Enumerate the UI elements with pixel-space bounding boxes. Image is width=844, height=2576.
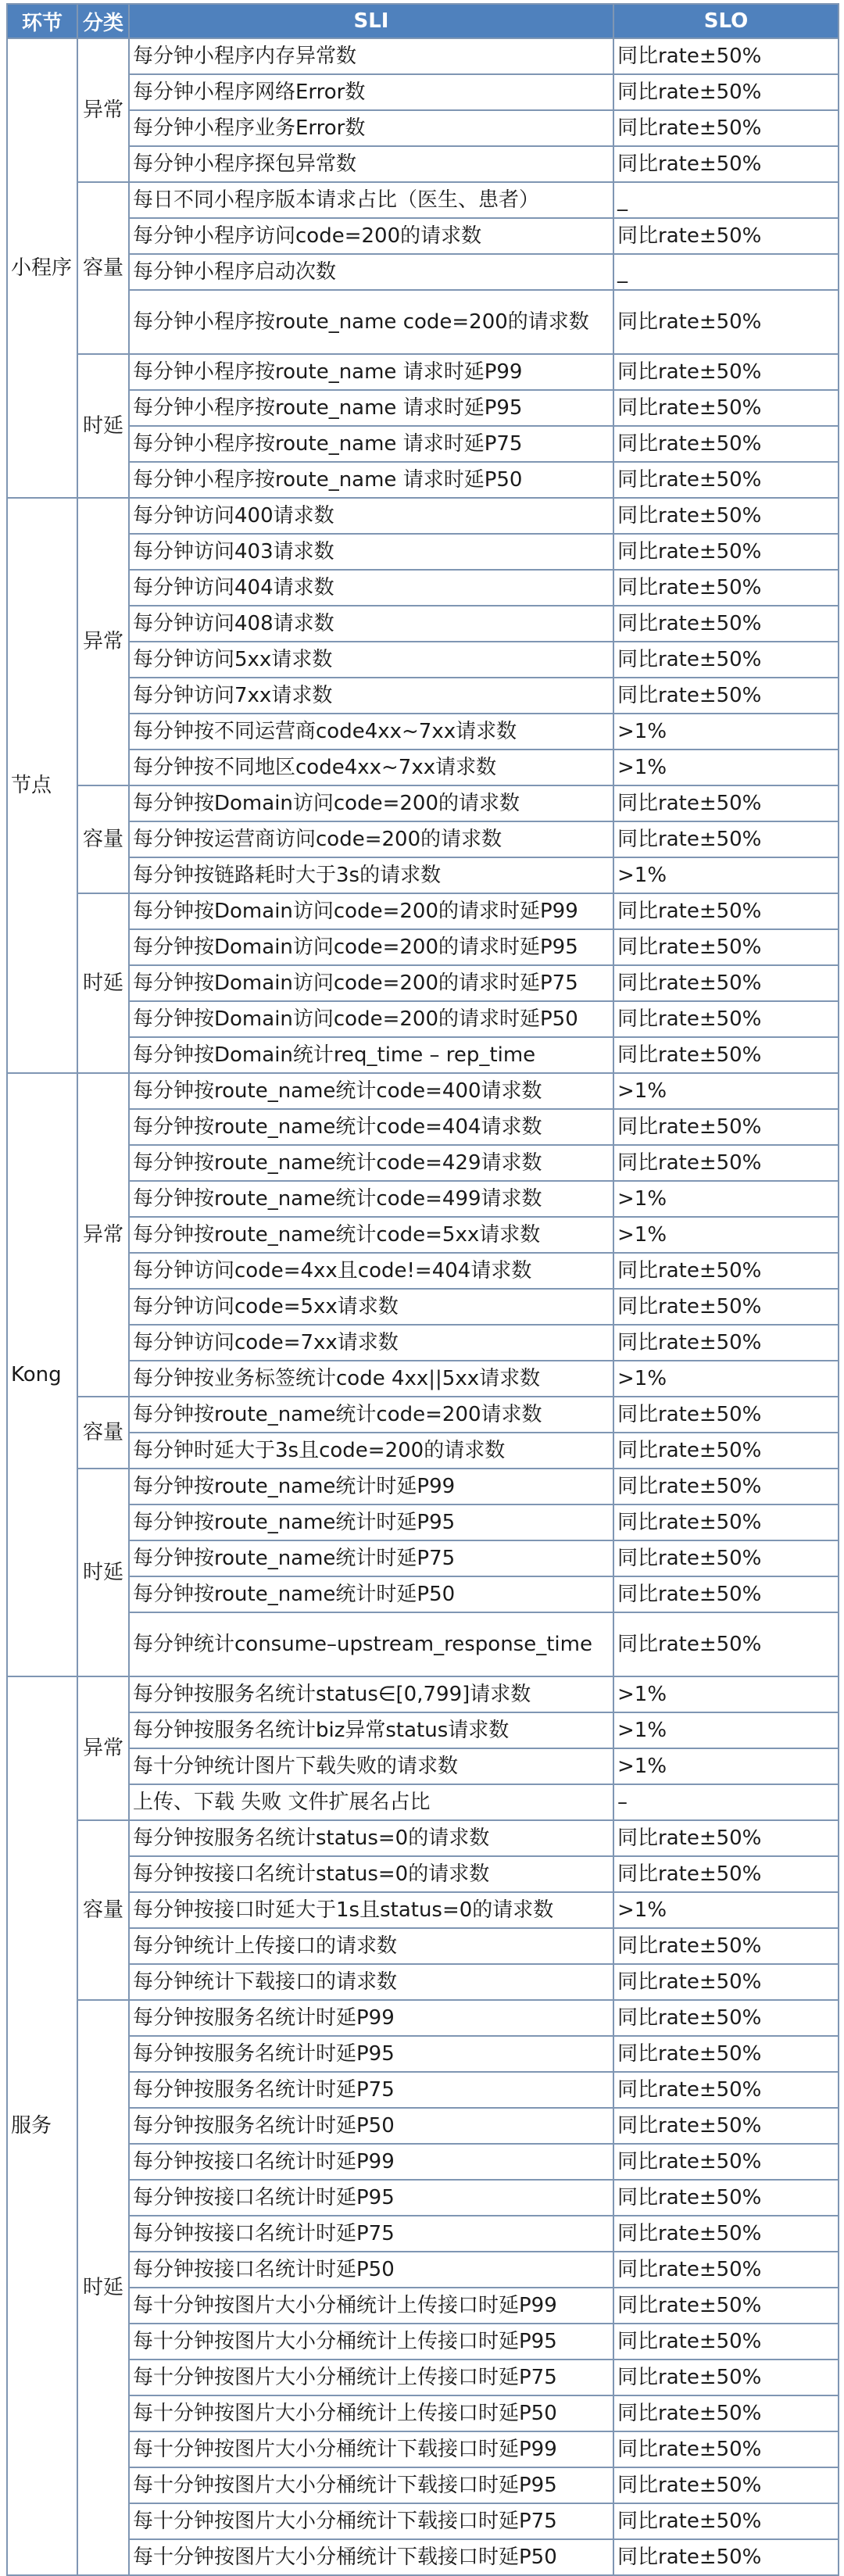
slo-cell: >1%: [613, 1073, 839, 1109]
table-row: [7, 2288, 839, 2324]
category-cell: 时延: [77, 893, 129, 1073]
table-row: [7, 2252, 839, 2288]
sli-cell: 每分钟按服务名统计时延P95: [129, 2036, 613, 2072]
table-row: [7, 390, 839, 426]
slo-cell: >1%: [613, 750, 839, 785]
table-row: [7, 785, 839, 821]
slo-cell: _: [613, 254, 839, 290]
slo-cell: 同比rate±50%: [613, 146, 839, 182]
table-row: [7, 1540, 839, 1576]
table-row: [7, 1037, 839, 1073]
table-row: [7, 1289, 839, 1325]
table-row: [7, 1712, 839, 1748]
slo-cell: 同比rate±50%: [613, 426, 839, 462]
table-row: [7, 1217, 839, 1253]
table-row: [7, 2360, 839, 2395]
sli-cell: 每分钟按链路耗时大于3s的请求数: [129, 857, 613, 893]
table-body: [7, 38, 839, 2575]
sli-cell: 每分钟小程序内存异常数: [129, 38, 613, 74]
table-row: [7, 2216, 839, 2252]
header-row: [7, 4, 839, 38]
sli-cell: 每分钟统计上传接口的请求数: [129, 1928, 613, 1964]
table-row: [7, 146, 839, 182]
slo-cell: 同比rate±50%: [613, 2467, 839, 2503]
sli-cell: 每分钟按route_name统计时延P99: [129, 1469, 613, 1504]
table-row: [7, 678, 839, 714]
sli-cell: 每分钟小程序按route_name 请求时延P75: [129, 426, 613, 462]
slo-cell: 同比rate±50%: [613, 1964, 839, 2000]
table-row: [7, 218, 839, 254]
sli-cell: 每分钟按运营商访问code=200的请求数: [129, 821, 613, 857]
slo-cell: _: [613, 182, 839, 218]
slo-cell: 同比rate±50%: [613, 1469, 839, 1504]
sli-cell: 每分钟按接口名统计时延P50: [129, 2252, 613, 2288]
sli-cell: 每分钟小程序访问code=200的请求数: [129, 218, 613, 254]
slo-cell: 同比rate±50%: [613, 1612, 839, 1676]
slo-cell: 同比rate±50%: [613, 1433, 839, 1469]
table-row: [7, 929, 839, 965]
slo-cell: 同比rate±50%: [613, 1001, 839, 1037]
slo-cell: 同比rate±50%: [613, 1325, 839, 1361]
table-row: [7, 606, 839, 642]
slo-cell: 同比rate±50%: [613, 821, 839, 857]
slo-cell: 同比rate±50%: [613, 110, 839, 146]
table-row: [7, 714, 839, 750]
slo-cell: 同比rate±50%: [613, 38, 839, 74]
sli-cell: 每分钟按业务标签统计code 4xx||5xx请求数: [129, 1361, 613, 1397]
slo-cell: 同比rate±50%: [613, 74, 839, 110]
slo-cell: 同比rate±50%: [613, 2324, 839, 2360]
sli-cell: 每十分钟统计图片下载失败的请求数: [129, 1748, 613, 1784]
table-row: [7, 1856, 839, 1892]
slo-cell: 同比rate±50%: [613, 498, 839, 534]
sli-cell: 每日不同小程序版本请求占比（医生、患者）: [129, 182, 613, 218]
slo-cell: 同比rate±50%: [613, 1109, 839, 1145]
slo-cell: 同比rate±50%: [613, 642, 839, 678]
table-row: [7, 1253, 839, 1289]
sli-cell: 每分钟按服务名统计biz异常status请求数: [129, 1712, 613, 1748]
sli-cell: 每十分钟按图片大小分桶统计下载接口时延P95: [129, 2467, 613, 2503]
slo-cell: 同比rate±50%: [613, 1145, 839, 1181]
sli-cell: 每分钟按Domain统计req_time – rep_time: [129, 1037, 613, 1073]
table-row: [7, 1576, 839, 1612]
table-row: [7, 1181, 839, 1217]
table-row: [7, 74, 839, 110]
sli-cell: 每分钟按服务名统计时延P75: [129, 2072, 613, 2108]
category-cell: 异常: [77, 1073, 129, 1397]
sli-cell: 每分钟访问404请求数: [129, 570, 613, 606]
stage-cell: 服务: [7, 1676, 77, 2575]
slo-cell: 同比rate±50%: [613, 678, 839, 714]
table-row: [7, 642, 839, 678]
stage-cell: 小程序: [7, 38, 77, 498]
table-row: [7, 1928, 839, 1964]
category-cell: 容量: [77, 785, 129, 893]
sli-cell: 每分钟按服务名统计时延P99: [129, 2000, 613, 2036]
slo-cell: 同比rate±50%: [613, 2431, 839, 2467]
table-row: [7, 821, 839, 857]
table-row: [7, 462, 839, 498]
table-row: [7, 2467, 839, 2503]
sli-cell: 每分钟小程序网络Error数: [129, 74, 613, 110]
table-row: [7, 1073, 839, 1109]
table-row: [7, 1820, 839, 1856]
sli-cell: 每分钟按route_name统计code=5xx请求数: [129, 1217, 613, 1253]
sli-cell: 每分钟按服务名统计时延P50: [129, 2108, 613, 2144]
sli-cell: 每分钟按不同运营商code4xx~7xx请求数: [129, 714, 613, 750]
table-row: [7, 110, 839, 146]
sli-cell: 每分钟按接口名统计时延P99: [129, 2144, 613, 2180]
sli-cell: 每分钟按不同地区code4xx~7xx请求数: [129, 750, 613, 785]
sli-cell: 每分钟小程序按route_name 请求时延P95: [129, 390, 613, 426]
slo-cell: 同比rate±50%: [613, 570, 839, 606]
table-row: [7, 2431, 839, 2467]
slo-cell: 同比rate±50%: [613, 1253, 839, 1289]
table-row: [7, 750, 839, 785]
sli-cell: 每分钟小程序业务Error数: [129, 110, 613, 146]
slo-cell: 同比rate±50%: [613, 2288, 839, 2324]
sli-cell: 每十分钟按图片大小分桶统计上传接口时延P95: [129, 2324, 613, 2360]
slo-cell: –: [613, 1784, 839, 1820]
sli-cell: 每十分钟按图片大小分桶统计下载接口时延P50: [129, 2539, 613, 2575]
sli-cell: 每分钟访问5xx请求数: [129, 642, 613, 678]
slo-cell: 同比rate±50%: [613, 2180, 839, 2216]
sli-cell: 每十分钟按图片大小分桶统计上传接口时延P99: [129, 2288, 613, 2324]
category-cell: 时延: [77, 354, 129, 498]
table-row: [7, 426, 839, 462]
table-row: [7, 2144, 839, 2180]
table-row: [7, 534, 839, 570]
slo-cell: >1%: [613, 1217, 839, 1253]
sli-cell: 每分钟访问code=4xx且code!=404请求数: [129, 1253, 613, 1289]
sli-cell: 每分钟访问code=7xx请求数: [129, 1325, 613, 1361]
sli-cell: 每分钟访问400请求数: [129, 498, 613, 534]
table-row: [7, 182, 839, 218]
sli-cell: 每分钟访问408请求数: [129, 606, 613, 642]
slo-cell: 同比rate±50%: [613, 1289, 839, 1325]
sli-cell: 每十分钟按图片大小分桶统计下载接口时延P99: [129, 2431, 613, 2467]
table-row: [7, 1612, 839, 1676]
sli-cell: 每分钟统计下载接口的请求数: [129, 1964, 613, 2000]
table-row: [7, 1748, 839, 1784]
sli-cell: 每分钟按服务名统计status∈[0,799]请求数: [129, 1676, 613, 1712]
sli-cell: 每分钟按接口名统计时延P75: [129, 2216, 613, 2252]
category-cell: 时延: [77, 2000, 129, 2575]
table-row: [7, 1469, 839, 1504]
table-row: [7, 2072, 839, 2108]
sli-cell: 每分钟访问code=5xx请求数: [129, 1289, 613, 1325]
stage-cell: 节点: [7, 498, 77, 1073]
table-row: [7, 965, 839, 1001]
sli-cell: 每分钟访问7xx请求数: [129, 678, 613, 714]
table-row: [7, 2000, 839, 2036]
category-cell: 容量: [77, 1820, 129, 2000]
table-row: [7, 1504, 839, 1540]
table-row: [7, 290, 839, 354]
table-row: [7, 2503, 839, 2539]
slo-cell: >1%: [613, 1748, 839, 1784]
table-row: [7, 1001, 839, 1037]
slo-cell: 同比rate±50%: [613, 2252, 839, 2288]
table-row: [7, 498, 839, 534]
table-row: [7, 2539, 839, 2575]
slo-cell: 同比rate±50%: [613, 2072, 839, 2108]
category-cell: 容量: [77, 1397, 129, 1469]
slo-cell: 同比rate±50%: [613, 606, 839, 642]
slo-cell: 同比rate±50%: [613, 1504, 839, 1540]
slo-cell: >1%: [613, 1361, 839, 1397]
slo-cell: >1%: [613, 714, 839, 750]
sli-cell: 每分钟按服务名统计status=0的请求数: [129, 1820, 613, 1856]
slo-cell: 同比rate±50%: [613, 462, 839, 498]
sli-cell: 每分钟按route_name统计时延P50: [129, 1576, 613, 1612]
sli-cell: 每分钟按接口时延大于1s且status=0的请求数: [129, 1892, 613, 1928]
slo-cell: >1%: [613, 1676, 839, 1712]
slo-cell: 同比rate±50%: [613, 290, 839, 354]
slo-cell: 同比rate±50%: [613, 1856, 839, 1892]
table-row: [7, 1964, 839, 2000]
category-cell: 异常: [77, 498, 129, 785]
table-row: [7, 570, 839, 606]
slo-cell: >1%: [613, 857, 839, 893]
category-cell: 容量: [77, 182, 129, 354]
table-row: [7, 2324, 839, 2360]
sli-cell: 每十分钟按图片大小分桶统计上传接口时延P75: [129, 2360, 613, 2395]
slo-cell: 同比rate±50%: [613, 2503, 839, 2539]
table-row: [7, 1361, 839, 1397]
sli-cell: 每分钟按Domain访问code=200的请求时延P99: [129, 893, 613, 929]
table-row: [7, 354, 839, 390]
sli-cell: 每分钟按route_name统计code=429请求数: [129, 1145, 613, 1181]
category-cell: 时延: [77, 1469, 129, 1676]
table-row: [7, 1784, 839, 1820]
slo-cell: 同比rate±50%: [613, 2108, 839, 2144]
table-row: [7, 2180, 839, 2216]
slo-cell: 同比rate±50%: [613, 1540, 839, 1576]
slo-cell: 同比rate±50%: [613, 534, 839, 570]
table-row: [7, 1325, 839, 1361]
sli-cell: 每分钟按Domain访问code=200的请求时延P75: [129, 965, 613, 1001]
slo-cell: 同比rate±50%: [613, 2144, 839, 2180]
slo-cell: 同比rate±50%: [613, 2216, 839, 2252]
sli-cell: 每分钟按route_name统计code=404请求数: [129, 1109, 613, 1145]
slo-cell: 同比rate±50%: [613, 1037, 839, 1073]
table-row: [7, 857, 839, 893]
slo-cell: 同比rate±50%: [613, 1397, 839, 1433]
sli-cell: 每分钟访问403请求数: [129, 534, 613, 570]
sli-cell: 每十分钟按图片大小分桶统计下载接口时延P75: [129, 2503, 613, 2539]
slo-cell: 同比rate±50%: [613, 1820, 839, 1856]
sli-cell: 每分钟小程序启动次数: [129, 254, 613, 290]
category-cell: 异常: [77, 38, 129, 182]
sli-cell: 每分钟按Domain访问code=200的请求时延P50: [129, 1001, 613, 1037]
sli-cell: 每分钟小程序按route_name code=200的请求数: [129, 290, 613, 354]
sli-cell: 每分钟按Domain访问code=200的请求时延P95: [129, 929, 613, 965]
sli-cell: 每分钟时延大于3s且code=200的请求数: [129, 1433, 613, 1469]
sli-cell: 每分钟按接口名统计时延P95: [129, 2180, 613, 2216]
table-row: [7, 254, 839, 290]
sli-cell: 每分钟按route_name统计code=200请求数: [129, 1397, 613, 1433]
sli-cell: 每分钟按接口名统计status=0的请求数: [129, 1856, 613, 1892]
slo-cell: 同比rate±50%: [613, 2395, 839, 2431]
slo-cell: 同比rate±50%: [613, 218, 839, 254]
slo-cell: 同比rate±50%: [613, 2000, 839, 2036]
sli-cell: 上传、下载 失败 文件扩展名占比: [129, 1784, 613, 1820]
sli-cell: 每十分钟按图片大小分桶统计上传接口时延P50: [129, 2395, 613, 2431]
slo-cell: 同比rate±50%: [613, 785, 839, 821]
table-row: [7, 1109, 839, 1145]
slo-cell: 同比rate±50%: [613, 965, 839, 1001]
slo-cell: 同比rate±50%: [613, 1928, 839, 1964]
slo-cell: 同比rate±50%: [613, 1576, 839, 1612]
table-row: [7, 38, 839, 74]
slo-cell: >1%: [613, 1892, 839, 1928]
table-row: [7, 1892, 839, 1928]
table-row: [7, 2395, 839, 2431]
slo-cell: 同比rate±50%: [613, 2360, 839, 2395]
table-row: [7, 1397, 839, 1433]
header-stage: 环节: [7, 4, 77, 38]
header-sli: SLI: [129, 4, 613, 38]
table-row: [7, 1433, 839, 1469]
sli-cell: 每分钟按route_name统计code=400请求数: [129, 1073, 613, 1109]
sli-cell: 每分钟小程序探包异常数: [129, 146, 613, 182]
header-slo: SLO: [613, 4, 839, 38]
slo-cell: 同比rate±50%: [613, 929, 839, 965]
sli-cell: 每分钟按route_name统计时延P75: [129, 1540, 613, 1576]
slo-cell: >1%: [613, 1181, 839, 1217]
header-category: 分类: [77, 4, 129, 38]
sli-cell: 每分钟小程序按route_name 请求时延P50: [129, 462, 613, 498]
stage-cell: Kong: [7, 1073, 77, 1676]
category-cell: 异常: [77, 1676, 129, 1820]
slo-cell: 同比rate±50%: [613, 2539, 839, 2575]
slo-cell: 同比rate±50%: [613, 354, 839, 390]
sli-cell: 每分钟小程序按route_name 请求时延P99: [129, 354, 613, 390]
table-row: [7, 893, 839, 929]
sli-slo-table: [6, 3, 839, 2576]
table-row: [7, 2108, 839, 2144]
sli-cell: 每分钟按route_name统计时延P95: [129, 1504, 613, 1540]
sli-cell: 每分钟按Domain访问code=200的请求数: [129, 785, 613, 821]
sli-cell: 每分钟统计consume–upstream_response_time: [129, 1612, 613, 1676]
table-row: [7, 1145, 839, 1181]
slo-cell: 同比rate±50%: [613, 893, 839, 929]
table-row: [7, 1676, 839, 1712]
table-row: [7, 2036, 839, 2072]
slo-cell: 同比rate±50%: [613, 390, 839, 426]
slo-cell: 同比rate±50%: [613, 2036, 839, 2072]
sli-cell: 每分钟按route_name统计code=499请求数: [129, 1181, 613, 1217]
slo-cell: >1%: [613, 1712, 839, 1748]
